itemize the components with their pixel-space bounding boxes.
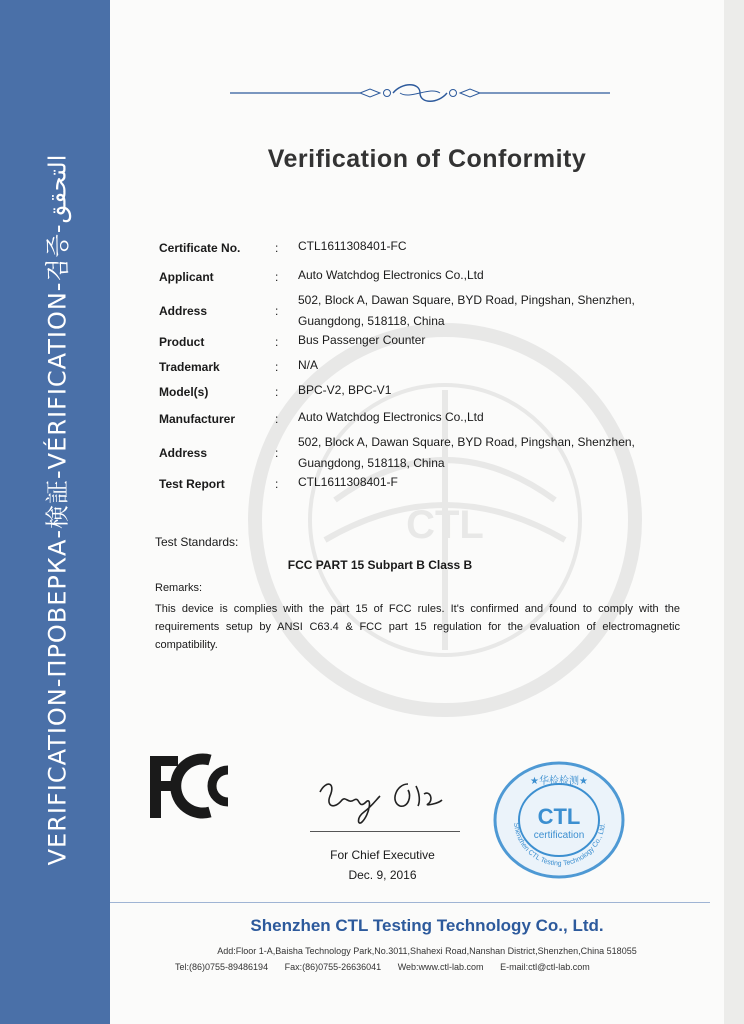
footer-email[interactable]: E-mail:ctl@ctl-lab.com — [500, 962, 590, 972]
signature-icon — [312, 770, 462, 830]
vertical-sidebar — [0, 0, 110, 1024]
field-colon: : — [275, 241, 279, 255]
signature-line — [310, 831, 460, 832]
field-colon: : — [275, 335, 279, 349]
footer-contacts — [175, 962, 604, 972]
page-title: Verification of Conformity — [267, 145, 587, 173]
field-label-trademark: Trademark — [159, 360, 220, 374]
footer-divider — [110, 902, 710, 903]
field-colon: : — [275, 446, 279, 460]
remarks-label: Remarks: — [155, 582, 203, 594]
field-colon: : — [275, 304, 279, 318]
stamp-top-text: ★华检检测★ — [530, 776, 588, 787]
stamp-main-text: CTL — [537, 804, 581, 829]
field-label-address: Address — [159, 304, 208, 318]
field-value-trademark: N/A — [298, 358, 319, 372]
field-value-models: BPC-V2, BPC-V1 — [298, 383, 392, 397]
field-colon: : — [275, 360, 279, 374]
footer-tel: Tel:(86)0755-89486194 — [175, 962, 269, 972]
field-label-certificate: Certificate No. — [159, 241, 241, 255]
fcc-logo-icon — [148, 752, 238, 822]
test-standards-label: Test Standards: — [155, 535, 239, 549]
remarks-text: This device is complies with the part 15 of FCC rules. It's confirmed and found to comply with the requirements setup by ANSI C63.4 & FCC part 15 regulation for the evaluation of electromagnetic compatibility. — [155, 603, 680, 651]
field-value-test-report: CTL1611308401-F — [298, 475, 398, 489]
field-label-models: Model(s) — [159, 385, 209, 399]
footer-fax: Fax:(86)0755-26636041 — [284, 962, 382, 972]
footer-company-name: Shenzhen CTL Testing Technology Co., Ltd. — [250, 916, 604, 935]
test-standards-value: FCC PART 15 Subpart B Class B — [287, 558, 473, 572]
field-value-manufacturer: Auto Watchdog Electronics Co.,Ltd — [298, 410, 484, 424]
field-label-product: Product — [159, 335, 205, 349]
field-label-manufacturer-address: Address — [159, 446, 208, 460]
divider-ornament-icon — [230, 80, 610, 106]
field-label-test-report: Test Report — [159, 477, 225, 491]
stamp-sub-text: certification — [533, 830, 585, 841]
field-value-certificate: CTL1611308401-FC — [298, 239, 407, 253]
field-value-manufacturer-address: 502, Block A, Dawan Square, BYD Road, Pingshan, Shenzhen, Guangdong, 518118, China — [298, 435, 635, 470]
signatory-title: For Chief Executive — [330, 848, 435, 862]
stamp-ring-text: Shenzhen CTL Testing Technology Co., Ltd. — [512, 822, 607, 868]
ctl-stamp-icon — [492, 760, 627, 880]
field-colon: : — [275, 385, 279, 399]
footer-address: Add:Floor 1-A,Baisha Technology Park,No.3011,Shahexi Road,Nanshan District,Shenzhen,China 518055 — [217, 946, 637, 956]
field-value-address: 502, Block A, Dawan Square, BYD Road, Pingshan, Shenzhen, Guangdong, 518118, China — [298, 293, 635, 328]
field-colon: : — [275, 270, 279, 284]
field-label-applicant: Applicant — [159, 270, 214, 284]
sidebar-vertical-text: VERIFICATION-ПРОВЕРКА-検証-VÉRIFICATION-검증-التحقق — [43, 154, 72, 866]
signature-date: Dec. 9, 2016 — [348, 868, 417, 882]
footer-web[interactable]: Web:www.ctl-lab.com — [397, 962, 484, 972]
field-value-applicant: Auto Watchdog Electronics Co.,Ltd — [298, 268, 484, 282]
watermark-text: CTL — [406, 503, 484, 547]
field-colon: : — [275, 412, 279, 426]
field-value-product: Bus Passenger Counter — [298, 333, 426, 347]
field-label-manufacturer: Manufacturer — [159, 412, 236, 426]
field-colon: : — [275, 477, 279, 491]
